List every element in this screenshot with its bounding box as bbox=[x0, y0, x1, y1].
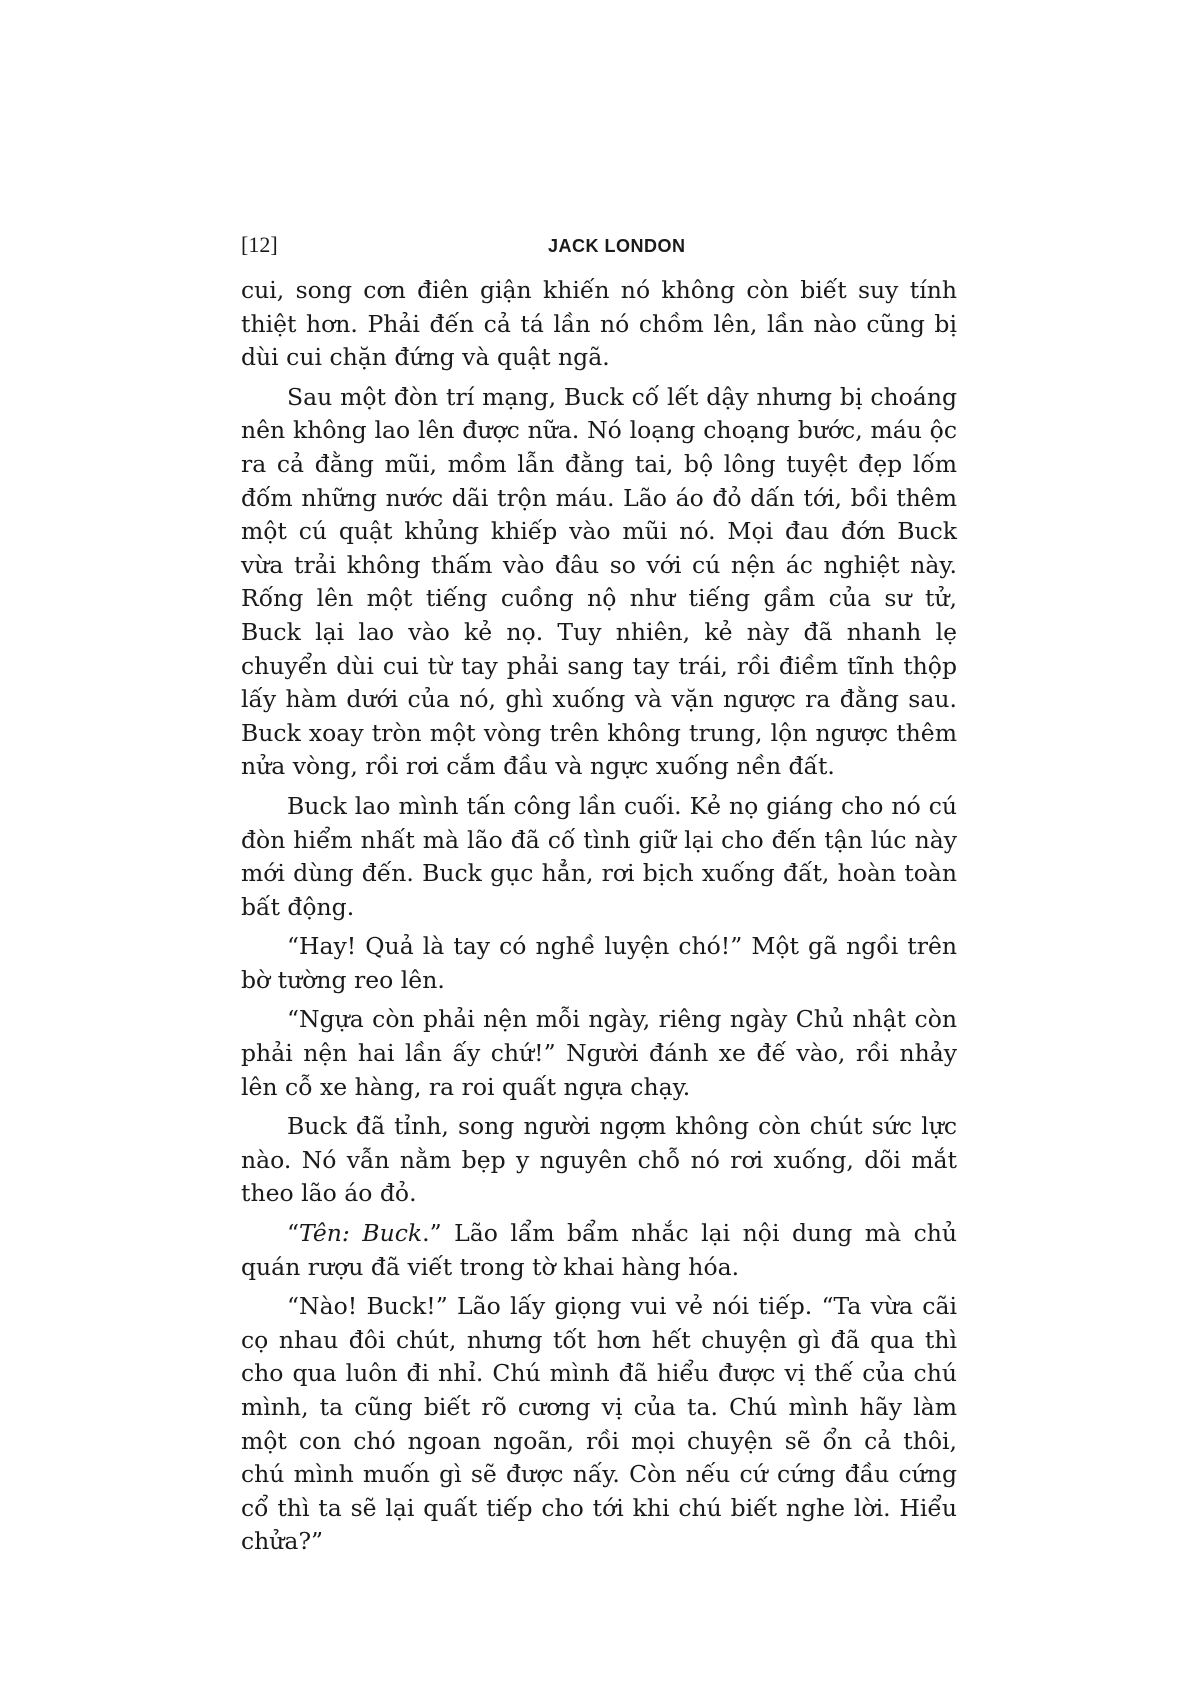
paragraph-3: Buck lao mình tấn công lần cuối. Kẻ nọ giáng cho nó cú đòn hiểm nhất mà lão đã cố tình giữ lại cho đến tận lúc này mới dùng đến. Buck gục hẳn, rơi bịch xuống đất, hoàn toàn bất động. bbox=[241, 791, 957, 921]
paragraph-5: “Ngựa còn phải nện mỗi ngày, riêng ngày Chủ nhật còn phải nện hai lần ấy chứ!” Người đánh xe đế vào, rồi nhảy lên cỗ xe hàng, ra roi quất ngựa chạy. bbox=[241, 1005, 957, 1101]
paragraph-7-rest: .” Lão lẩm bẩm nhắc lại nội dung mà chủ quán rượu đã viết trong tờ khai hàng hóa. bbox=[241, 1219, 957, 1281]
paragraph-7 bbox=[241, 1217, 957, 1284]
paragraph-2: Sau một đòn trí mạng, Buck cố lết dậy nhưng bị choáng nên không lao lên được nữa. Nó loạng choạng bước, máu ộc ra cả đằng mũi, mồm lẫn đằng tai, bộ lông tuyệt đẹp lốm đốm những nước dãi trộn máu. Lão áo đỏ dấn tới, bồi thêm một cú quật khủng khiếp vào mũi nó. Mọi đau đớn Buck vừa trải không thấm vào đâu so với cú nện ác nghiệt này. Rống lên một tiếng cuồng nộ như tiếng gầm của sư tử, Buck lại lao vào kẻ nọ. Tuy nhiên, kẻ này đã nhanh lẹ chuyển dùi cui từ tay phải sang tay trái, rồi điềm tĩnh thộp lấy hàm dưới của nó, ghì xuống và vặn ngược ra đằng sau. Buck xoay tròn một vòng trên không trung, lộn ngược thêm nửa vòng, rồi rơi cắm đầu và ngực xuống nền đất. bbox=[241, 382, 957, 781]
paragraph-6: Buck đã tỉnh, song người ngợm không còn chút sức lực nào. Nó vẫn nằm bẹp y nguyên chỗ nó rơi xuống, dõi mắt theo lão áo đỏ. bbox=[241, 1112, 957, 1208]
running-title: JACK LONDON bbox=[548, 236, 686, 256]
paragraph-8: “Nào! Buck!” Lão lấy giọng vui vẻ nói tiếp. “Ta vừa cãi cọ nhau đôi chút, nhưng tốt hơn hết chuyện gì đã qua thì cho qua luôn đi nhỉ. Chú mình đã hiểu được vị thế của chú mình, ta cũng biết rõ cương vị của ta. Chú mình hãy làm một con chó ngoan ngoãn, rồi mọi chuyện sẽ ổn cả thôi, chú mình muốn gì sẽ được nấy. Còn nếu cứ cứng đầu cứng cổ thì ta sẽ lại quất tiếp cho tới khi chú biết nghe lời. Hiểu chửa?” bbox=[241, 1292, 957, 1556]
body-text bbox=[241, 274, 957, 1559]
page-number: [12] bbox=[241, 232, 278, 257]
paragraph-1: cui, song cơn điên giận khiến nó không còn biết suy tính thiệt hơn. Phải đến cả tá lần nó chồm lên, lần nào cũng bị dùi cui chặn đứng và quật ngã. bbox=[241, 276, 957, 372]
book-page bbox=[241, 230, 957, 1565]
italic-label: Tên: Buck bbox=[299, 1219, 423, 1248]
paragraph-4: “Hay! Quả là tay có nghề luyện chó!” Một gã ngồi trên bờ tường reo lên. bbox=[241, 932, 957, 994]
running-header bbox=[241, 230, 957, 260]
open-quote: “ bbox=[287, 1219, 300, 1248]
